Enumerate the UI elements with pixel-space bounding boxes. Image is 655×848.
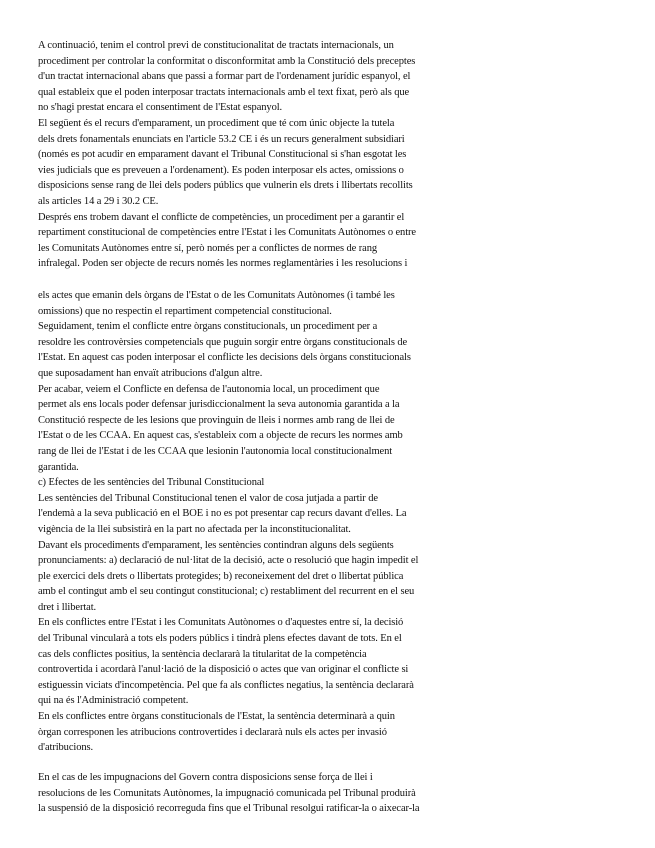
paragraph-autonomia-local: Per acabar, veiem el Conflicte en defensa de l'autonomia local, un procediment que permet als ens locals poder defensar jurisdiccionalment la seva autonomia garantida a la Constitució respecte de les lesions que provinguin de lleis i normes amb rang de llei de l'Estat o de les CCAA. En aquest cas, s'estableix com a objecte de recurs les normes amb rang de llei de l'Estat i de les CCAA que lesionin l'autonomia local constitucionalment garantida. bbox=[38, 383, 403, 473]
paragraph-conflicte-organs: Seguidament, tenim el conflicte entre òrgans constitucionals, un procediment per a resoldre les controvèrsies competencials que puguin sorgir entre òrgans constitucionals de l'Estat. En aquest cas poden interposar el conflicte les decisions dels òrgans constitucionals que suposadament han envaït atribucions d'algun altre. bbox=[38, 321, 411, 379]
paragraph-recurs-emparament: El següent és el recurs d'emparament, un procediment que té com únic objecte la tutela dels drets fonamentals enunciats en l'article 53.2 CE i és un recurs generalment subsidiari (només es pot acudir en emparament davant el Tribunal Constitucional si s'han esgotat les vies judicials que es preveuen a l'ordenament). Es poden interposar els actes, omissions o disposicions sense rang de llei dels poders públics que vulnerin els drets i llibertats recollits als articles 14 a 29 i 30.2 CE. bbox=[38, 117, 413, 207]
section-heading-efectes: c) Efectes de les sentències del Tribunal Constitucional bbox=[38, 477, 265, 489]
paragraph-conflictes-organs-constitucionals: En els conflictes entre òrgans constitucionals de l'Estat, la sentència determinarà a quin òrgan corresponen les atribucions controvertides i declararà nuls els actes per invasió d'atribucions. bbox=[38, 711, 395, 754]
paragraph-control-previ: A continuació, tenim el control previ de constitucionalitat de tractats internacionals, un procediment per controlar la conformitat o disconformitat amb la Constitució dels preceptes d'un tractat internacional abans que passi a formar part de l'ordenament jurídic espanyol, el qual estableix que el poden interposar tractats internacionals amb el text fixat, però als que no s'hagi prestat encara el consentiment de l'Estat espanyol. bbox=[38, 40, 416, 114]
paragraph-pronunciaments-emparament: Davant els procediments d'emparament, les sentències contindran alguns dels següents pronunciaments: a) declaració de nul·litat de la decisió, acte o resolució que hagin impedit el ple exercici dels drets o llibertats protegides; b) reconeixement del dret o llibertat pública amb el contingut amb el seu contingut constitucional; c) restabliment del recurrent en el seu dret i llibertat. bbox=[38, 539, 419, 613]
text-block-lower bbox=[38, 770, 618, 817]
paragraph-cosa-jutjada: Les sentències del Tribunal Constitucional tenen el valor de cosa jutjada a partir de l'endemà a la seva publicació en el BOE i no es pot presentar cap recurs davant d'elles. La vigència de la llei subsistirà en la part no afectada per la inconstitucionalitat. bbox=[38, 492, 407, 535]
paragraph-impugnacions-govern: En el cas de les impugnacions del Govern contra disposicions sense força de llei i resolucions de les Comunitats Autònomes, la impugnació comunicada pel Tribunal produirà la suspensió de la disposició recorreguda fins que el Tribunal resolgui ratificar-la o aixecar-la bbox=[38, 772, 420, 815]
text-block-upper bbox=[38, 38, 618, 272]
paragraph-conflictes-estat-ccaa: En els conflictes entre l'Estat i les Comunitats Autònomes o d'aquestes entre sí, la decisió del Tribunal vincularà a tots els poders públics i tindrà plens efectes davant de tots. En el cas dels conflictes positius, la sentència declararà la titularitat de la competència controvertida i acordarà l'anul·lació de la disposició o actes que van originar el conflicte si estiguessin viciats d'incompetència. Pel que fa als conflictes negatius, la sentència declararà qui na és l'Administració competent. bbox=[38, 617, 414, 707]
text-block-middle bbox=[38, 288, 618, 756]
paragraph-actes-organs: els actes que emanin dels òrgans de l'Estat o de les Comunitats Autònomes (i també les omissions) que no respectin el repartiment competencial constitucional. bbox=[38, 290, 395, 317]
paragraph-conflicte-competencies: Després ens trobem davant el conflicte de competències, un procediment per a garantir el repartiment constitucional de competències entre l'Estat i les Comunitats Autònomes o entre les Comunitats Autònomes entre sí, però només per a conflictes de normes de rang infralegal. Poden ser objecte de recurs només les normes reglamentàries i les resolucions i bbox=[38, 211, 416, 270]
